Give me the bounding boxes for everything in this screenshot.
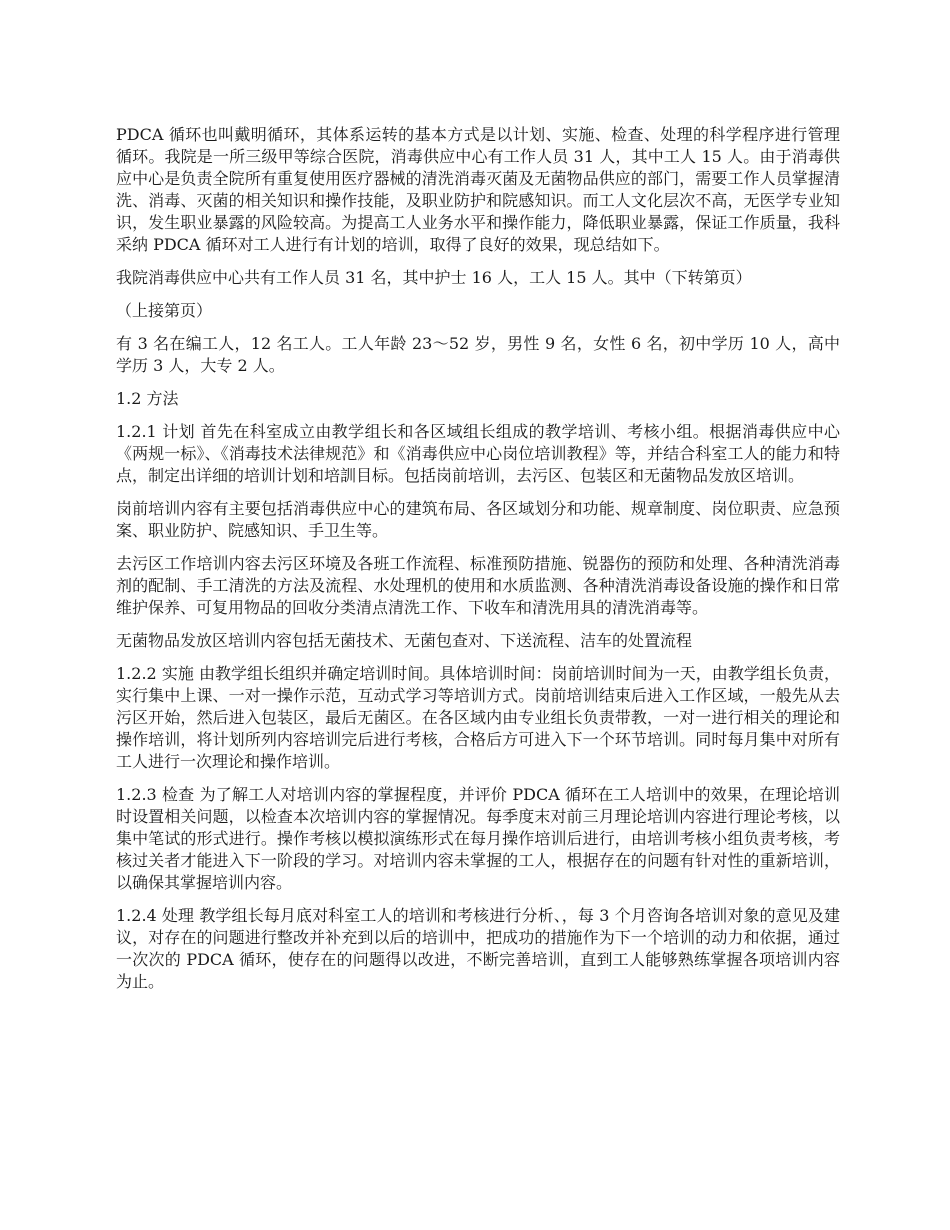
paragraph-staff-summary: 我院消毒供应中心共有工作人员 31 名，其中护士 16 人，工人 15 人。其中（下转第页）	[116, 268, 752, 287]
paragraph-continued-marker: （上接第页）	[116, 301, 213, 320]
paragraph-action: 1.2.4 处理 教学组长每月底对科室工人的培训和考核进行分析、，每 3 个月咨询各培训对象的意见及建议，对存在的问题进行整改并补充到以后的培训中，把成功的措施作为下一个培训的动力和依据，通过一次次的 PDCA 循环，使存在的问题得以改进，不断完善培训，直到工人能够熟练掌握各项培训内容为止。	[116, 906, 840, 991]
document-body	[116, 124, 840, 1004]
paragraph-check: 1.2.3 检查 为了解工人对培训内容的掌握程度，并评价 PDCA 循环在工人培训中的效果，在理论培训时设置相关问题，以检查本次培训内容的掌握情况。每季度末对前三月理论培训内容进行理论考核，以集中笔试的形式进行。操作考核以模拟演练形式在每月操作培训后进行，由培训考核小组负责考核，考核过关者才能进入下一阶段的学习。对培训内容未掌握的工人，根据存在的问题有针对性的重新培训，以确保其掌握培训内容。	[116, 785, 840, 892]
paragraph-implementation: 1.2.2 实施 由教学组长组织并确定培训时间。具体培训时间：岗前培训时间为一天，由教学组长负责，实行集中上课、一对一操作示范，互动式学习等培训方式。岗前培训结束后进入工作区域，一般先从去污区开始，然后进入包装区，最后无菌区。在各区域内由专业组长负责带教，一对一进行相关的理论和操作培训，将计划所列内容培训完后进行考核，合格后方可进入下一个环节培训。同时每月集中对所有工人进行一次理论和操作培训。	[116, 664, 840, 771]
paragraph-pre-job-training: 岗前培训内容有主要包括消毒供应中心的建筑布局、各区域划分和功能、规章制度、岗位职责、应急预案、职业防护、院感知识、手卫生等。	[116, 499, 840, 540]
paragraph-decontamination-training: 去污区工作培训内容去污区环境及各班工作流程、标准预防措施、锐器伤的预防和处理、各种清洗消毒剂的配制、手工清洗的方法及流程、水处理机的使用和水质监测、各种清洗消毒设备设施的操作和日常维护保养、可复用物品的回收分类清点清洗工作、下收车和清洗用具的清洗消毒等。	[116, 554, 840, 617]
paragraph-sterile-area-training: 无菌物品发放区培训内容包括无菌技术、无菌包查对、下送流程、洁车的处置流程	[116, 631, 693, 650]
paragraph-worker-details: 有 3 名在编工人，12 名工人。工人年龄 23～52 岁，男性 9 名，女性 6 名，初中学历 10 人，高中学历 3 人，大专 2 人。	[116, 334, 840, 375]
paragraph-intro: PDCA 循环也叫戴明循环，其体系运转的基本方式是以计划、实施、检查、处理的科学程序进行管理循环。我院是一所三级甲等综合医院，消毒供应中心有工作人员 31 人，其中工人 15 人。由于消毒供应中心是负责全院所有重复使用医疗器械的清洗消毒灭菌及无菌物品供应的部门，需要工作人员掌握清洗、消毒、灭菌的相关知识和操作技能，及职业防护和院感知识。而工人文化层次不高，无医学专业知识，发生职业暴露的风险较高。为提高工人业务水平和操作能力，降低职业暴露，保证工作质量，我科采纳 PDCA 循环对工人进行有计划的培训，取得了良好的效果，现总结如下。	[116, 125, 840, 254]
section-heading-methods: 1.2 方法	[116, 389, 179, 408]
paragraph-plan: 1.2.1 计划 首先在科室成立由教学组长和各区域组长组成的教学培训、考核小组。根据消毒供应中心《两规一标》、《消毒技术法律规范》和《消毒供应中心岗位培训教程》等，并结合科室工人的能力和特点，制定出详细的培训计划和培訓目标。包括岗前培训，去污区、包装区和无菌物品发放区培训。	[116, 422, 840, 485]
